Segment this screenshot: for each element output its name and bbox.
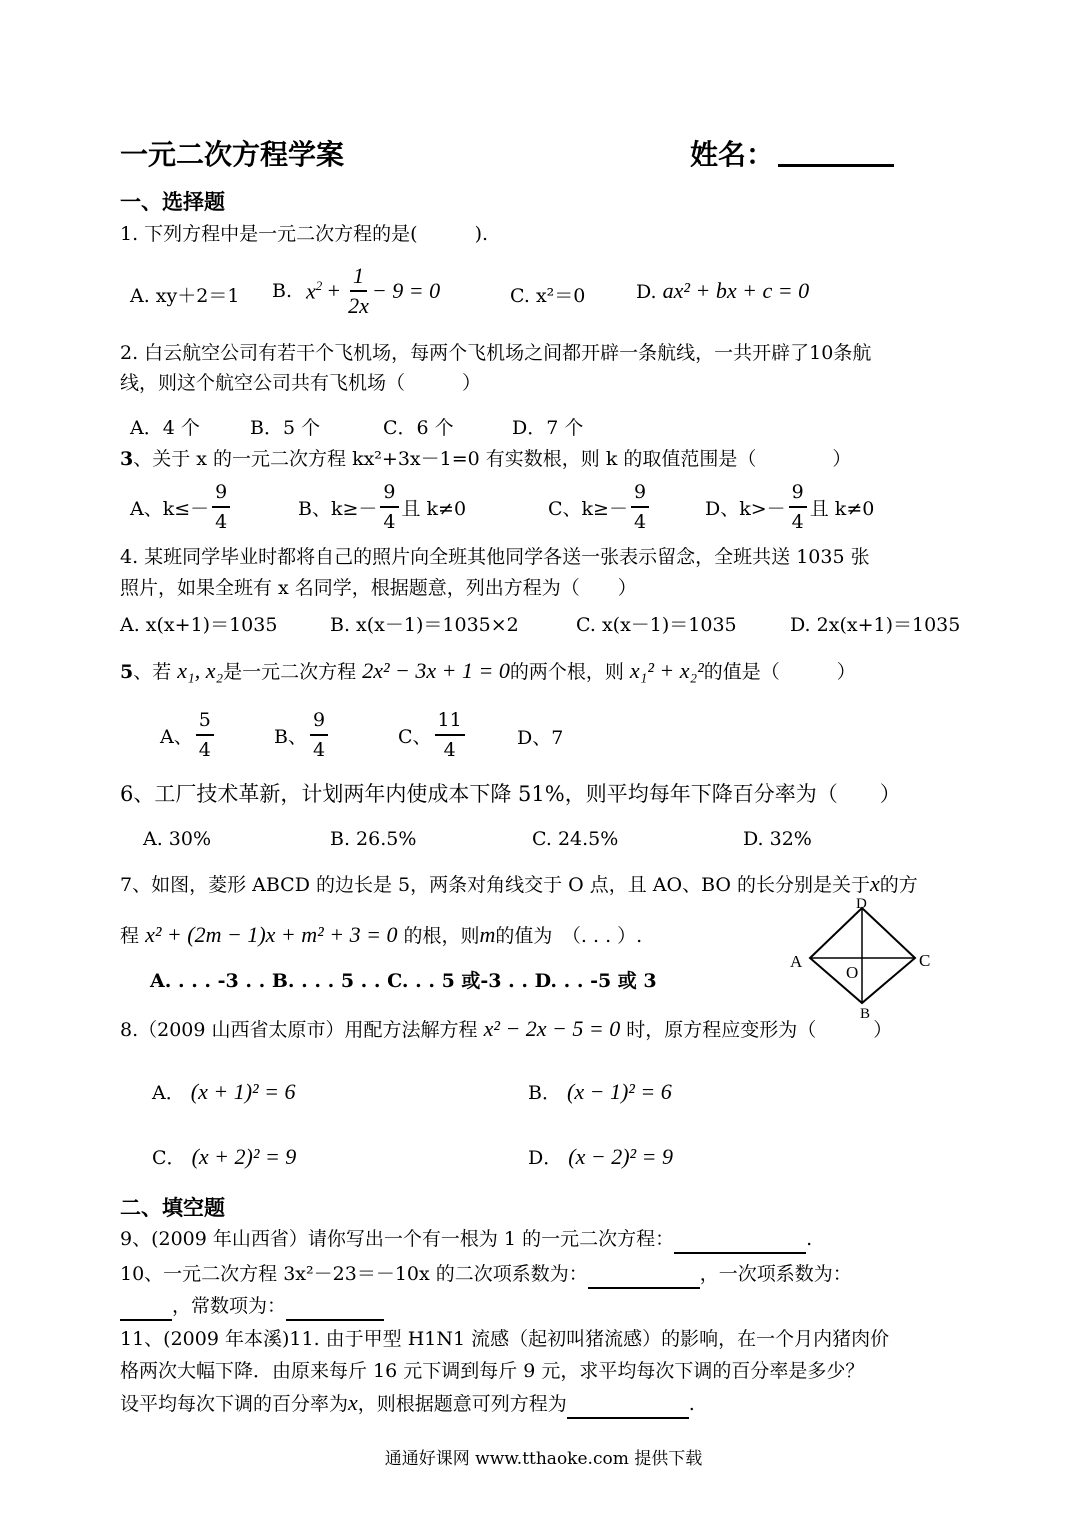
q3-d-num: 9 (789, 478, 807, 508)
q1-option-d (636, 278, 809, 304)
q1-b-fraction (348, 262, 369, 320)
q1-stem: 1. 下列方程中是一元二次方程的是( ). (120, 223, 489, 245)
q1-option-b (272, 262, 440, 320)
q8-d-expr: (x − 2)² = 9 (568, 1144, 673, 1169)
q1-b-x: x (306, 278, 316, 304)
q3-option-a (130, 478, 233, 536)
q5-c-label: C、 (398, 725, 432, 748)
q6-option-b: B. 26.5% (330, 828, 417, 850)
q8-stem-a: 8.（2009 山西省太原市）用配方法解方程 (120, 1019, 478, 1041)
q5-b-num: 9 (310, 706, 328, 736)
q4-option-b: B. x(x－1)＝1035×2 (330, 614, 519, 636)
q4-option-d: D. 2x(x+1)＝1035 (790, 614, 961, 636)
q10-constant-label: ，常数项为： (172, 1295, 287, 1317)
q2-option-c: C．6 个 (383, 417, 454, 439)
q5-option-a (160, 706, 217, 764)
q9-stem: 9、(2009 年山西省）请你写出一个有一根为 1 的一元二次方程： (120, 1228, 675, 1250)
q9-end: . (806, 1228, 813, 1250)
q7-var-m: m (479, 922, 496, 947)
q8-option-d (528, 1143, 673, 1170)
q8-a-expr: (x + 1)² = 6 (190, 1079, 296, 1104)
q2-option-b: B．5 个 (250, 417, 321, 439)
q7-line2-mid: 的根，则 (403, 925, 480, 947)
q4-option-a: A. x(x+1)＝1035 (120, 614, 278, 636)
rhombus-figure (780, 892, 950, 1022)
q11-line3-mid: ，则根据题意可列方程为 (357, 1393, 567, 1415)
q3-option-c (548, 478, 652, 536)
q7-line2-text: 程 (120, 925, 140, 947)
q2-line1: 2. 白云航空公司有若干个飞机场，每两个飞机场之间都开辟一条航线，一共开辟了10条航 (120, 342, 872, 364)
q2-option-d: D．7 个 (512, 417, 584, 439)
q11-line2: 格两次大幅下降．由原来每斤 16 元下调到每斤 9 元，求平均每次下调的百分率是多少？ (120, 1360, 865, 1382)
section-title-fill: 二、填空题 (120, 1196, 225, 1220)
q8-option-b (528, 1078, 672, 1105)
q3-number: 3 (120, 448, 134, 470)
q5-option-d: D、7 (517, 727, 564, 749)
q4-line2: 照片，如果全班有 x 名同学，根据题意，列出方程为（ ） (120, 577, 637, 599)
q1-option-a: A. xy＋2＝1 (130, 285, 240, 307)
q1-b-exp: 2 (315, 277, 323, 293)
label-b: B (860, 1006, 871, 1022)
q5-c-fraction (435, 706, 465, 764)
q10-line2 (120, 1291, 384, 1321)
q11-answer-blank[interactable] (567, 1395, 689, 1419)
q10-linear-blank[interactable] (120, 1297, 172, 1321)
q10-quadratic-blank[interactable] (588, 1265, 700, 1289)
q3-b-num: 9 (380, 478, 398, 508)
q9-line (120, 1224, 812, 1254)
label-c: C (919, 951, 931, 970)
q3-option-d (705, 478, 874, 536)
q5-a-num: 5 (196, 706, 214, 736)
q3-a-fraction (212, 478, 230, 536)
q4-option-c: C. x(x－1)＝1035 (576, 614, 737, 636)
page-title: 一元二次方程学案 (120, 138, 345, 171)
q3-b-den: 4 (383, 511, 396, 533)
footer-text: 通通好课网 www.tthaoke.com 提供下载 (384, 1449, 703, 1469)
q3-stem (120, 444, 851, 474)
q2-option-a: A．4 个 (130, 417, 200, 439)
label-a: A (790, 952, 803, 971)
q8-c-label: C． (152, 1147, 186, 1169)
q8-b-expr: (x − 1)² = 6 (567, 1079, 672, 1104)
q7-line2-end: 的值为 （. . . ）. (495, 925, 643, 947)
q5-b-fraction (310, 706, 328, 764)
q8-option-c (152, 1143, 296, 1170)
q7-options: A. . . . -3 . . B. . . . 5 . . C. . . 5 或-3 . . D. . . -5 或 3 (150, 970, 657, 992)
q5-sum-squares: x₁² + x₂² (629, 658, 704, 683)
q3-c-text: C、k≥－ (548, 497, 628, 520)
q1-d-label: D. (636, 281, 657, 303)
label-o: O (846, 963, 859, 982)
q11-end: . (688, 1393, 695, 1415)
q1-b-den: 2x (348, 293, 369, 318)
q1-d-expr: ax² + bx + c = 0 (662, 278, 810, 303)
q5-equation: 2x² − 3x + 1 = 0 (362, 658, 510, 683)
q5-stem-a: 、若 (133, 661, 172, 683)
q3-a-text: A、k≤－ (130, 497, 210, 520)
q3-d-text: D、k>－ (705, 497, 786, 520)
q3-stem-text: 、关于 x 的一元二次方程 kx²+3x－1=0 有实数根，则 k 的取值范围是（ ） (133, 448, 852, 470)
q3-d-post: 且 k≠0 (809, 497, 875, 520)
q11-line3-text: 设平均每次下调的百分率为 (120, 1393, 349, 1415)
q5-number: 5 (120, 661, 134, 683)
q3-c-num: 9 (631, 478, 649, 508)
q8-a-label: A． (152, 1082, 185, 1104)
q5-stem-b: 是一元二次方程 (223, 661, 357, 683)
q3-b-post: 且 k≠0 (401, 497, 467, 520)
q7-line1-end: 的方 (879, 874, 918, 896)
section-title-choice: 一、选择题 (120, 190, 225, 214)
q3-c-den: 4 (633, 511, 647, 533)
q6-option-c: C. 24.5% (532, 828, 619, 850)
q11-line1: 11、(2009 年本溪)11. 由于甲型 H1N1 流感（起初叫猪流感）的影响，在一个月内猪肉价 (120, 1328, 890, 1350)
q1-b-post: − 9 = 0 (371, 278, 441, 303)
q7-line1-text: 7、如图，菱形 ABCD 的边长是 5，两条对角线交于 O 点，且 AO、BO 的长分别是关于 (120, 874, 871, 896)
q5-c-num: 11 (435, 706, 465, 736)
q3-option-b (298, 478, 466, 536)
q5-option-b (274, 706, 331, 764)
q1-b-plus: + (326, 278, 342, 303)
q3-c-fraction (631, 478, 649, 536)
q7-line2 (120, 920, 642, 951)
q10-line1 (120, 1259, 852, 1289)
q8-stem-b: 时，原方程应变形为（ ） (626, 1019, 893, 1041)
q9-answer-blank[interactable] (674, 1230, 806, 1254)
q8-d-label: D． (528, 1147, 563, 1169)
q8-equation: x² − 2x − 5 = 0 (483, 1016, 621, 1041)
q2-line2: 线，则这个航空公司共有飞机场（ ） (120, 372, 482, 394)
q5-stem (120, 656, 856, 687)
q8-option-a (152, 1078, 296, 1105)
q3-d-den: 4 (791, 511, 804, 533)
q11-var-x: x (348, 1390, 358, 1415)
q5-a-fraction (196, 706, 214, 764)
q3-a-den: 4 (215, 511, 228, 533)
q10-stem: 10、一元二次方程 3x²－23＝－10x 的二次项系数为： (120, 1263, 588, 1285)
q5-b-label: B、 (274, 725, 307, 748)
q6-option-d: D. 32% (743, 828, 812, 850)
q11-line3 (120, 1388, 695, 1419)
q5-roots: x₁, x₂ (177, 658, 224, 683)
q1-option-c: C. x²＝0 (510, 285, 586, 307)
name-blank[interactable] (778, 164, 894, 167)
q1-b-num: 1 (350, 262, 367, 292)
q1-b-label: B. (272, 280, 293, 302)
q5-c-den: 4 (443, 739, 456, 761)
q3-d-fraction (789, 478, 807, 536)
q8-c-expr: (x + 2)² = 9 (191, 1144, 297, 1169)
q5-a-den: 4 (198, 739, 211, 761)
q3-b-fraction (380, 478, 398, 536)
q10-constant-blank[interactable] (286, 1297, 384, 1321)
q8-stem (120, 1014, 892, 1045)
q5-b-den: 4 (312, 739, 326, 761)
q5-option-c (398, 706, 468, 764)
q5-stem-c: 的两个根，则 (509, 661, 624, 683)
q7-equation: x² + (2m − 1)x + m² + 3 = 0 (145, 922, 398, 947)
q5-stem-d: 的值是（ ） (703, 661, 856, 683)
q5-a-label: A、 (160, 725, 193, 748)
label-d: D (856, 896, 867, 912)
q6-stem: 6、工厂技术革新，计划两年内使成本下降 51%，则平均每年下降百分率为（ ） (120, 782, 901, 806)
name-label: 姓名： (690, 138, 775, 171)
q3-b-text: B、k≥－ (298, 497, 378, 520)
q6-option-a: A. 30% (143, 828, 212, 850)
q7-var-x: x (870, 871, 880, 896)
q4-line1: 4. 某班同学毕业时都将自己的照片向全班其他同学各送一张表示留念，全班共送 1035 张 (120, 546, 870, 568)
q3-a-num: 9 (212, 478, 230, 508)
q10-mid: ，一次项系数为： (699, 1263, 852, 1285)
q8-b-label: B． (528, 1082, 561, 1104)
